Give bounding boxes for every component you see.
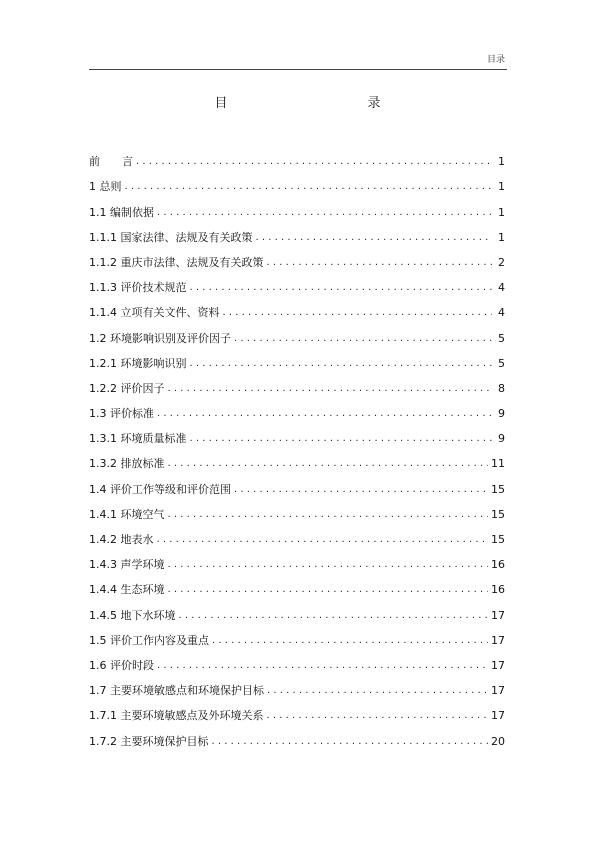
toc-entry[interactable] (89, 698, 505, 723)
toc-entry-label: 1.1.4 立项有关文件、资料 (89, 306, 220, 320)
toc-entry[interactable] (89, 547, 505, 572)
toc-entry[interactable] (89, 371, 505, 396)
toc-dot-leader (234, 483, 488, 497)
toc-entry-page-number: 2 (498, 255, 505, 269)
toc-entry-label: 1.5 评价工作内容及重点 (89, 633, 209, 647)
toc-entry-label: 1.4.4 生态环境 (89, 583, 165, 597)
table-of-contents (89, 144, 505, 749)
toc-dot-leader (190, 432, 493, 446)
toc-entry-page-number: 17 (491, 658, 505, 672)
toc-entry-label: 1.4 评价工作等级和评价范围 (89, 482, 231, 496)
toc-entry[interactable] (89, 446, 505, 471)
toc-entry-page-number: 9 (498, 432, 505, 446)
toc-entry-label: 1.2.1 环境影响识别 (89, 356, 187, 370)
toc-entry[interactable] (89, 648, 505, 673)
toc-entry-page-number: 9 (498, 407, 505, 421)
toc-dot-leader (168, 558, 489, 572)
toc-dot-leader (125, 180, 493, 194)
toc-dot-leader (168, 508, 489, 522)
toc-dot-leader (266, 709, 488, 723)
toc-entry[interactable] (89, 346, 505, 371)
toc-entry[interactable] (89, 723, 505, 748)
toc-entry-page-number: 17 (491, 633, 505, 647)
toc-dot-leader (168, 583, 489, 597)
toc-entry[interactable] (89, 421, 505, 446)
toc-entry-label: 1.1.2 重庆市法律、法规及有关政策 (89, 255, 264, 269)
toc-entry-page-number: 16 (491, 558, 505, 572)
toc-dot-leader (168, 457, 489, 471)
toc-entry[interactable] (89, 144, 505, 169)
toc-entry-page-number: 17 (491, 684, 505, 698)
toc-entry[interactable] (89, 497, 505, 522)
toc-entry-label: 1.2.2 评价因子 (89, 381, 165, 395)
toc-dot-leader (179, 609, 489, 623)
toc-dot-leader (234, 332, 492, 346)
toc-entry-label: 1.1.1 国家法律、法规及有关政策 (89, 230, 253, 244)
toc-dot-leader (212, 735, 489, 749)
toc-entry-page-number: 8 (498, 381, 505, 395)
toc-dot-leader (168, 382, 493, 396)
toc-entry-label: 1.1.3 评价技术规范 (89, 281, 187, 295)
toc-entry[interactable] (89, 270, 505, 295)
toc-entry-page-number: 1 (498, 155, 505, 169)
toc-entry-page-number: 15 (491, 482, 505, 496)
toc-entry[interactable] (89, 320, 505, 345)
toc-entry[interactable] (89, 194, 505, 219)
toc-entry-page-number: 17 (491, 608, 505, 622)
toc-entry-label: 1.4.1 环境空气 (89, 507, 165, 521)
toc-entry-label: 1.7.2 主要环境保护目标 (89, 734, 209, 748)
toc-entry-page-number: 16 (491, 583, 505, 597)
running-header: 目录 (486, 55, 505, 65)
toc-dot-leader (190, 357, 493, 371)
toc-dot-leader (157, 206, 492, 220)
toc-dot-leader (266, 256, 492, 270)
toc-entry-page-number: 17 (491, 709, 505, 723)
toc-entry-label: 1.7.1 主要环境敏感点及外环境关系 (89, 709, 264, 723)
toc-entry-page-number: 1 (498, 180, 505, 194)
toc-entry[interactable] (89, 169, 505, 194)
toc-entry[interactable] (89, 245, 505, 270)
toc-dot-leader (136, 155, 492, 169)
toc-entry-label: 1.2 环境影响识别及评价因子 (89, 331, 231, 345)
toc-entry-label: 1.4.3 声学环境 (89, 558, 165, 572)
toc-entry-label: 1.1 编制依据 (89, 205, 154, 219)
toc-entry[interactable] (89, 597, 505, 622)
toc-dot-leader (267, 684, 488, 698)
toc-entry[interactable] (89, 673, 505, 698)
toc-entry-label: 1.4.5 地下水环境 (89, 608, 176, 622)
toc-entry[interactable] (89, 522, 505, 547)
page-title: 目 录 (214, 96, 419, 111)
toc-entry[interactable] (89, 471, 505, 496)
toc-entry-label: 前 言 (89, 155, 133, 169)
toc-dot-leader (157, 407, 492, 421)
toc-entry[interactable] (89, 572, 505, 597)
toc-entry-page-number: 5 (498, 356, 505, 370)
toc-entry-page-number: 4 (498, 306, 505, 320)
toc-dot-leader (157, 659, 488, 673)
toc-entry-page-number: 1 (498, 230, 505, 244)
toc-entry-label: 1.4.2 地表水 (89, 533, 154, 546)
toc-entry[interactable] (89, 396, 505, 421)
toc-entry[interactable] (89, 623, 505, 648)
toc-entry-label: 1 总则 (89, 180, 122, 194)
toc-dot-leader (190, 281, 493, 295)
toc-entry-label: 1.3.2 排放标准 (89, 457, 165, 471)
toc-dot-leader (256, 231, 493, 245)
toc-entry-page-number: 15 (491, 507, 505, 521)
toc-entry-page-number: 15 (491, 533, 505, 546)
header-rule (89, 69, 507, 70)
toc-entry-page-number: 20 (491, 734, 505, 748)
toc-entry-page-number: 5 (498, 331, 505, 345)
toc-dot-leader (157, 533, 489, 547)
toc-entry-label: 1.6 评价时段 (89, 658, 154, 672)
toc-entry[interactable] (89, 220, 505, 245)
toc-entry-label: 1.3 评价标准 (89, 407, 154, 421)
toc-entry-label: 1.7 主要环境敏感点和环境保护目标 (89, 684, 264, 698)
toc-entry[interactable] (89, 295, 505, 320)
toc-dot-leader (212, 634, 488, 648)
toc-entry-page-number: 4 (498, 281, 505, 295)
toc-entry-label: 1.3.1 环境质量标准 (89, 432, 187, 446)
toc-entry-page-number: 1 (498, 205, 505, 219)
toc-dot-leader (223, 306, 493, 320)
toc-entry-page-number: 11 (491, 457, 505, 471)
